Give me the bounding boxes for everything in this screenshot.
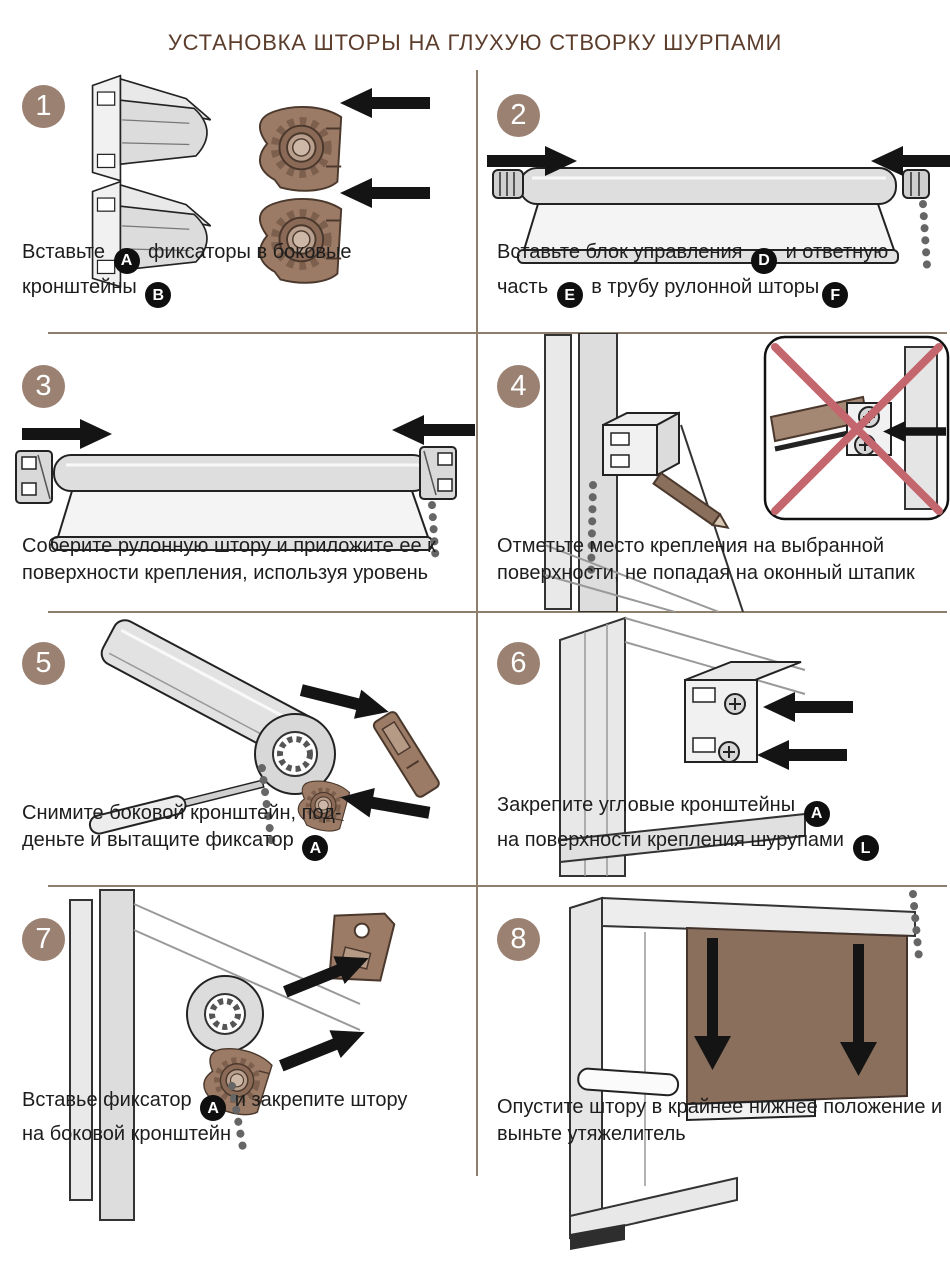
letter-badge: A xyxy=(302,835,328,861)
step-number-badge: 2 xyxy=(497,94,540,137)
side-bracket-small xyxy=(16,451,52,503)
step-caption: Соберите рулонную штору и приложите ее к поверхности крепления, используя уровень xyxy=(22,535,436,584)
step-5-panel xyxy=(0,612,475,886)
side-bracket-shape xyxy=(93,76,211,181)
step-1-panel xyxy=(0,70,475,333)
step-4-panel xyxy=(475,333,950,612)
lowered-shade-shape xyxy=(687,928,907,1120)
removed-bracket-shape xyxy=(372,710,441,798)
side-bracket-small xyxy=(420,447,456,499)
steps-grid xyxy=(0,70,950,1266)
letter-badge: E xyxy=(557,282,583,308)
roller-end-gear-shape xyxy=(187,976,263,1052)
screw-icon xyxy=(719,742,739,762)
letter-badge: L xyxy=(853,835,879,861)
pencil-shape xyxy=(654,473,732,533)
step-number-badge: 4 xyxy=(497,365,540,408)
letter-badge: A xyxy=(200,1095,226,1121)
wrong-placement-inset xyxy=(765,337,948,519)
step-number-badge: 5 xyxy=(22,642,65,685)
step-caption: Закрепите угловые кронштейны A на поверхности крепления шурупами L xyxy=(497,792,882,861)
step-number-badge: 8 xyxy=(497,918,540,961)
step-6-panel xyxy=(475,612,950,886)
step-8-illustration xyxy=(475,886,950,1266)
letter-badge: A xyxy=(804,801,830,827)
mounted-bracket-shape xyxy=(603,413,679,475)
letter-badge: A xyxy=(114,248,140,274)
step-number-badge: 1 xyxy=(22,85,65,128)
page-title: УСТАНОВКА ШТОРЫ НА ГЛУХУЮ СТВОРКУ ШУРПАМИ xyxy=(167,30,783,55)
step-7-illustration xyxy=(0,886,475,1266)
step-caption: Вставье фиксатор A и закрепите штору на боковой кронштейн xyxy=(22,1088,408,1145)
fixator-shape xyxy=(260,107,341,191)
step-caption: Снимите боковой кронштейн, под- деньте и вытащите фиксатор A xyxy=(22,800,341,862)
step-number-badge: 7 xyxy=(22,918,65,961)
arrow-left-icon xyxy=(392,415,475,445)
step-caption: Опустите штору в крайнее нижнее положение и выньте утяжелитель xyxy=(497,1096,943,1145)
control-unit-shape xyxy=(493,170,523,198)
letter-badge: B xyxy=(145,282,171,308)
end-cap-shape xyxy=(903,170,929,198)
bead-chain xyxy=(923,204,927,266)
arrow-right-icon xyxy=(22,419,112,449)
step-7-panel xyxy=(0,886,475,1266)
step-number-badge: 3 xyxy=(22,365,65,408)
arrow-left-icon xyxy=(340,178,430,208)
step-3-panel xyxy=(0,333,475,612)
arrow-left-icon xyxy=(763,692,853,722)
arrow-left-icon xyxy=(340,88,430,118)
letter-badge: F xyxy=(822,282,848,308)
arrow-left-icon xyxy=(757,740,847,770)
step-caption: Отметьте место крепления на выбранной поверхности, не попадая на оконный штапик xyxy=(497,535,915,584)
step-2-panel xyxy=(475,70,950,333)
letter-badge: D xyxy=(751,248,777,274)
step-caption: Вставьте блок управления D и ответную часть E в трубу рулонной шторы F xyxy=(497,239,888,308)
screw-icon xyxy=(725,694,745,714)
step-number-badge: 6 xyxy=(497,642,540,685)
step-caption: Вставьте A фиксаторы в боковые кронштейны B xyxy=(22,239,351,308)
step-8-panel xyxy=(475,886,950,1266)
